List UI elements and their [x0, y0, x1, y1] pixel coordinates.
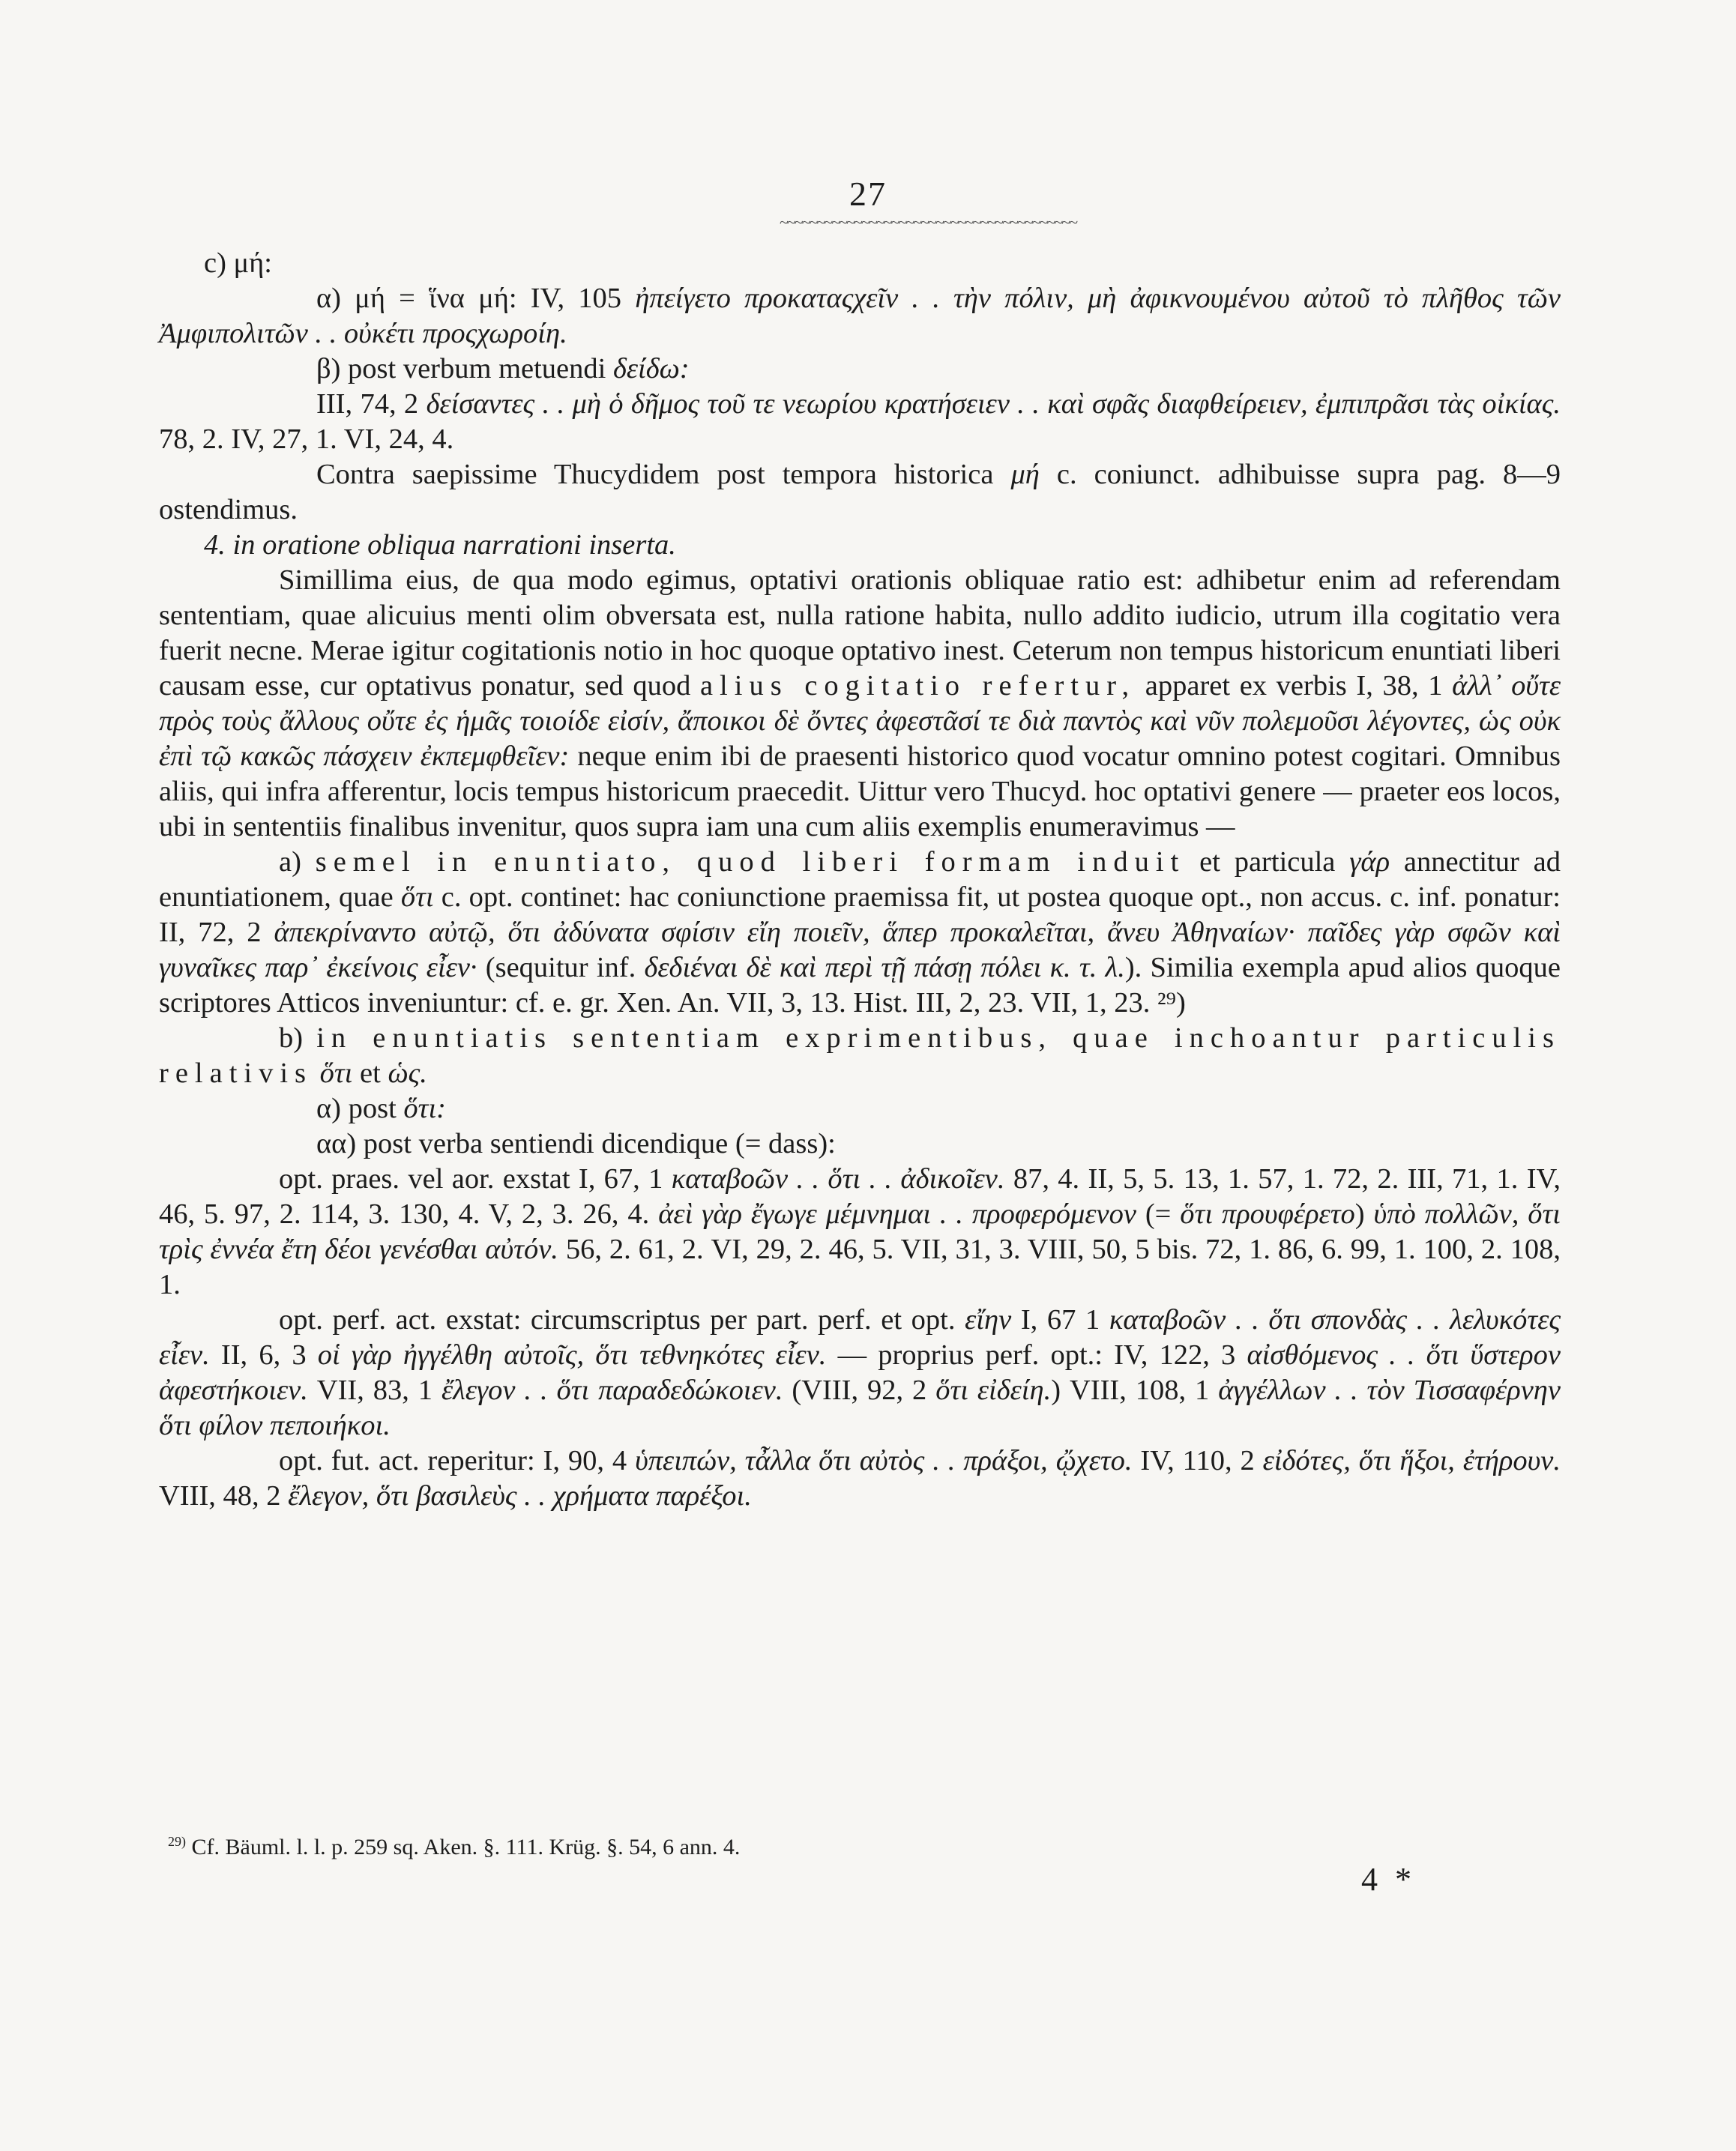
b-text-1: b) [279, 1022, 317, 1054]
opt-perf-greek-1: εἴην [965, 1304, 1012, 1336]
a-text-5: (sequitur inf. [477, 952, 645, 983]
opt-praes-paragraph [159, 1162, 1561, 1303]
opt-fut-text-1: opt. fut. act. reperitur: I, 90, 4 [279, 1445, 636, 1476]
a-text-6: ). Similia exempla apud alios quoque scriptores Atticos inveniuntur: cf. e. gr. Xen. An. VII, 3, 13. Hist. III, 2, 23. VII, 1, 23. ²⁹) [159, 952, 1561, 1019]
item-aa: αα) post verba sentiendi dicendique (= dass): [316, 1128, 836, 1159]
opt-praes-greek-1: καταβοῶν . . ὅτι . . ἀδικοῖεν. [671, 1163, 1005, 1195]
b-spaced: in enuntiatis sententiam exprimentibus, quae inchoantur particulis relativis [159, 1022, 1561, 1089]
a-text-4: c. opt. continet: hac coniunctione praemissa fit, ut postea quoque opt., non accus. c. inf. ponatur: II, 72, 2 [159, 881, 1561, 948]
beta-lead: β) post verbum metuendi [316, 353, 613, 384]
opt-perf-greek-4: αἰσθόμενος . . ὅτι ὕστερον ἀφεστήκοιεν. [159, 1339, 1561, 1406]
opt-perf-greek-5: ἔλεγον . . ὅτι παραδεδώκοιεν. [441, 1375, 783, 1406]
alpha-greek: ἠπείγετο προκαταςχεῖν . . τὴν πόλιν, μὴ ἀφικνουμένου αὐτοῦ τὸ πλῆθος τῶν Ἀμφιπολιτῶν . . οὐκέτι προςχωροίη. [159, 283, 1561, 349]
beta-ex1: III, 74, 2 [316, 388, 427, 420]
a-text-3: annectitur ad enuntiationem, quae [159, 846, 1561, 913]
simillima-paragraph [159, 563, 1561, 845]
opt-perf-text-3: II, 6, 3 [209, 1339, 318, 1371]
item-c-heading: c) μή: [204, 247, 273, 279]
sim-text-2: apparet ex verbis I, 38, 1 [1136, 670, 1453, 702]
opt-praes-text-4: ) [1354, 1198, 1374, 1230]
sim-spaced: alius cogitatio refertur, [699, 670, 1136, 702]
b-text-2 [313, 1058, 320, 1089]
opt-fut-text-2: IV, 110, 2 [1132, 1445, 1263, 1476]
opt-perf-text-2: I, 67 1 [1011, 1304, 1109, 1336]
opt-perf-text-6: (VIII, 92, 2 [783, 1375, 936, 1406]
b-greek-1: ὅτι [319, 1058, 353, 1089]
sim-text-1: Simillima eius, de qua modo egimus, optativi orationis obliquae ratio est: adhibetur enim ad referendam sententiam, quae alicuius menti olim obversata est, nulla ratione habita, nullo addito iudicio, utrum illa cogitatio vera fuerit necne. Merae igitur cogitationis notio in hoc quoque optativo inest. Ceterum non tempus historicum enuntiati liberi causam esse, cur optativus ponatur, sed quod [159, 564, 1561, 702]
page-number-ornament: ~~~~~~~~~~~~~~~~~~~~~~~~~~~~~~~~~~~~~~~~ [780, 213, 1077, 232]
opt-perf-greek-3: οἱ γὰρ ἠγγέλθη αὐτοῖς, ὅτι τεθνηκότες εἶεν. [317, 1339, 827, 1371]
opt-praes-greek-2: ἀεὶ γὰρ ἔγωγε μέμνημαι . . προφερόμενον [658, 1198, 1136, 1230]
opt-praes-greek-4: ὑπὸ πολλῶν, ὅτι τρὶς ἐννέα ἔτη δέοι γενέσθαι αὐτόν. [159, 1198, 1561, 1265]
opt-praes-text-1: opt. praes. vel aor. exstat I, 67, 1 [279, 1163, 672, 1195]
a-spaced: semel in enuntiato, quod liberi formam induit [315, 846, 1186, 878]
opt-perf-greek-6: ὅτι εἰδείη. [935, 1375, 1052, 1406]
opt-perf-greek-7: ἀγγέλλων . . τὸν Τισσαφέρνην ὅτι φίλον πεποιήκοι. [159, 1375, 1561, 1441]
opt-fut-paragraph [159, 1443, 1561, 1514]
a-greek-2: ὅτι [400, 881, 434, 913]
sim-greek: ἀλλ᾽ οὔτε πρὸς τοὺς ἄλλους οὔτε ἐς ἡμᾶς τοιοίδε εἰσίν, ἄποικοι δὲ ὄντες ἀφεστᾶσί τε διὰ παντὸς καὶ νῦν πολεμοῦσι λέγοντες, ὡς οὐκ ἐπὶ τῷ κακῶς πάσχειν ἐκπεμφθεῖεν: [159, 670, 1561, 772]
b-greek-2: ὡς. [388, 1058, 427, 1089]
opt-fut-greek-1: ὑπειπών, τἆλλα ὅτι αὐτὸς . . πράξοι, ᾤχετο. [635, 1445, 1133, 1476]
alpha-lead: α) μή = ἵνα μή: IV, 105 [316, 283, 636, 314]
alpha2-text: α) post [316, 1093, 404, 1124]
contra-text-2: c. coniunct. adhibuisse supra pag. 8—9 ostendimus. [159, 459, 1561, 525]
contra-text-1: Contra saepissime Thucydidem post tempora historica [316, 459, 1011, 490]
a-greek-3: ἀπεκρίναντο αὐτῷ, ὅτι ἀδύνατα σφίσιν εἴη ποιεῖν, ἅπερ προκαλεῖται, ἄνευ Ἀθηναίων· παῖδες γὰρ σφῶν καὶ γυναῖκες παρ᾽ ἐκείνοις εἶεν· [159, 917, 1561, 983]
opt-perf-text-1: opt. perf. act. exstat: circumscriptus per part. perf. et opt. [279, 1304, 965, 1336]
beta-ex-greek: δείσαντες . . μὴ ὁ δῆμος τοῦ τε νεωρίου κρατήσειεν . . καὶ σφᾶς διαφθείρειεν, ἐμπιπρᾶσι τὰς οἰκίας. [426, 388, 1561, 420]
contra-greek: μή [1010, 459, 1040, 490]
opt-perf-text-7: ) VIII, 108, 1 [1051, 1375, 1219, 1406]
opt-perf-paragraph [159, 1303, 1561, 1443]
section-heading-4: 4. in oratione obliqua narrationi inserta. [204, 529, 676, 561]
opt-perf-text-4: — proprius perf. opt.: IV, 122, 3 [826, 1339, 1247, 1371]
opt-praes-greek-3: ὅτι προυφέρετο [1180, 1198, 1355, 1230]
beta-ex2: 78, 2. IV, 27, 1. VI, 24, 4. [159, 423, 454, 455]
body-text [159, 246, 1561, 1514]
sim-text-3: neque enim ibi de praesenti historico quod vocatur omnino potest cogitari. Omnibus aliis, qui infra afferentur, locis tempus historicum praecedit. Uittur vero Thucyd. hoc optativi genere — praeter eos locos, ubi in sententiis finalibus invenitur, quos supra iam una cum aliis exemplis enumeravimus — [159, 740, 1561, 842]
opt-fut-text-3: VIII, 48, 2 [159, 1480, 289, 1512]
a-greek-1: γάρ [1349, 846, 1390, 878]
opt-fut-greek-3: ἔλεγον, ὅτι βασιλεὺς . . χρήματα παρέξοι. [288, 1480, 752, 1512]
opt-fut-greek-2: εἰδότες, ὅτι ἥξοι, ἐτήρουν. [1262, 1445, 1561, 1476]
page-number: 27 [849, 175, 887, 213]
footnote-text: Cf. Bäuml. l. l. p. 259 sq. Aken. §. 111. Krüg. §. 54, 6 ann. 4. [186, 1835, 741, 1859]
item-a-paragraph [159, 845, 1561, 1021]
opt-perf-text-5: VII, 83, 1 [307, 1375, 441, 1406]
opt-praes-text-5: 56, 2. 61, 2. VI, 29, 2. 46, 5. VII, 31, 3. VIII, 50, 5 bis. 72, 1. 86, 6. 99, 1. 100, 2. 108, 1. [159, 1234, 1561, 1300]
item-alpha-post-hoti [159, 1091, 1561, 1126]
item-alpha [159, 281, 1561, 352]
opt-praes-text-3: (= [1136, 1198, 1181, 1230]
footnote [168, 1826, 1367, 1862]
opt-perf-greek-2: καταβοῶν . . ὅτι σπονδὰς . . λελυκότες εἶεν. [159, 1304, 1561, 1371]
beta-greek: δείδω: [612, 353, 690, 384]
item-b-paragraph [159, 1021, 1561, 1091]
opt-praes-text-2: 87, 4. II, 5, 5. 13, 1. 57, 1. 72, 2. III, 71, 1. IV, 46, 5. 97, 2. 114, 3. 130, 4. V, 2, 3. 26, 4. [159, 1163, 1561, 1230]
beta-example [159, 387, 1561, 457]
item-beta [159, 352, 1561, 387]
alpha2-greek: ὅτι: [403, 1093, 446, 1124]
signature-mark: 4 * [1361, 1861, 1416, 1898]
contra-paragraph [159, 457, 1561, 528]
a-greek-4: δεδιέναι δὲ καὶ περὶ τῇ πάσῃ πόλει κ. τ. λ. [644, 952, 1125, 983]
a-text-2: et particula [1185, 846, 1350, 878]
a-text-1: a) [279, 846, 316, 878]
b-text-3: et [352, 1058, 388, 1089]
footnote-marker: 29) [168, 1834, 186, 1849]
